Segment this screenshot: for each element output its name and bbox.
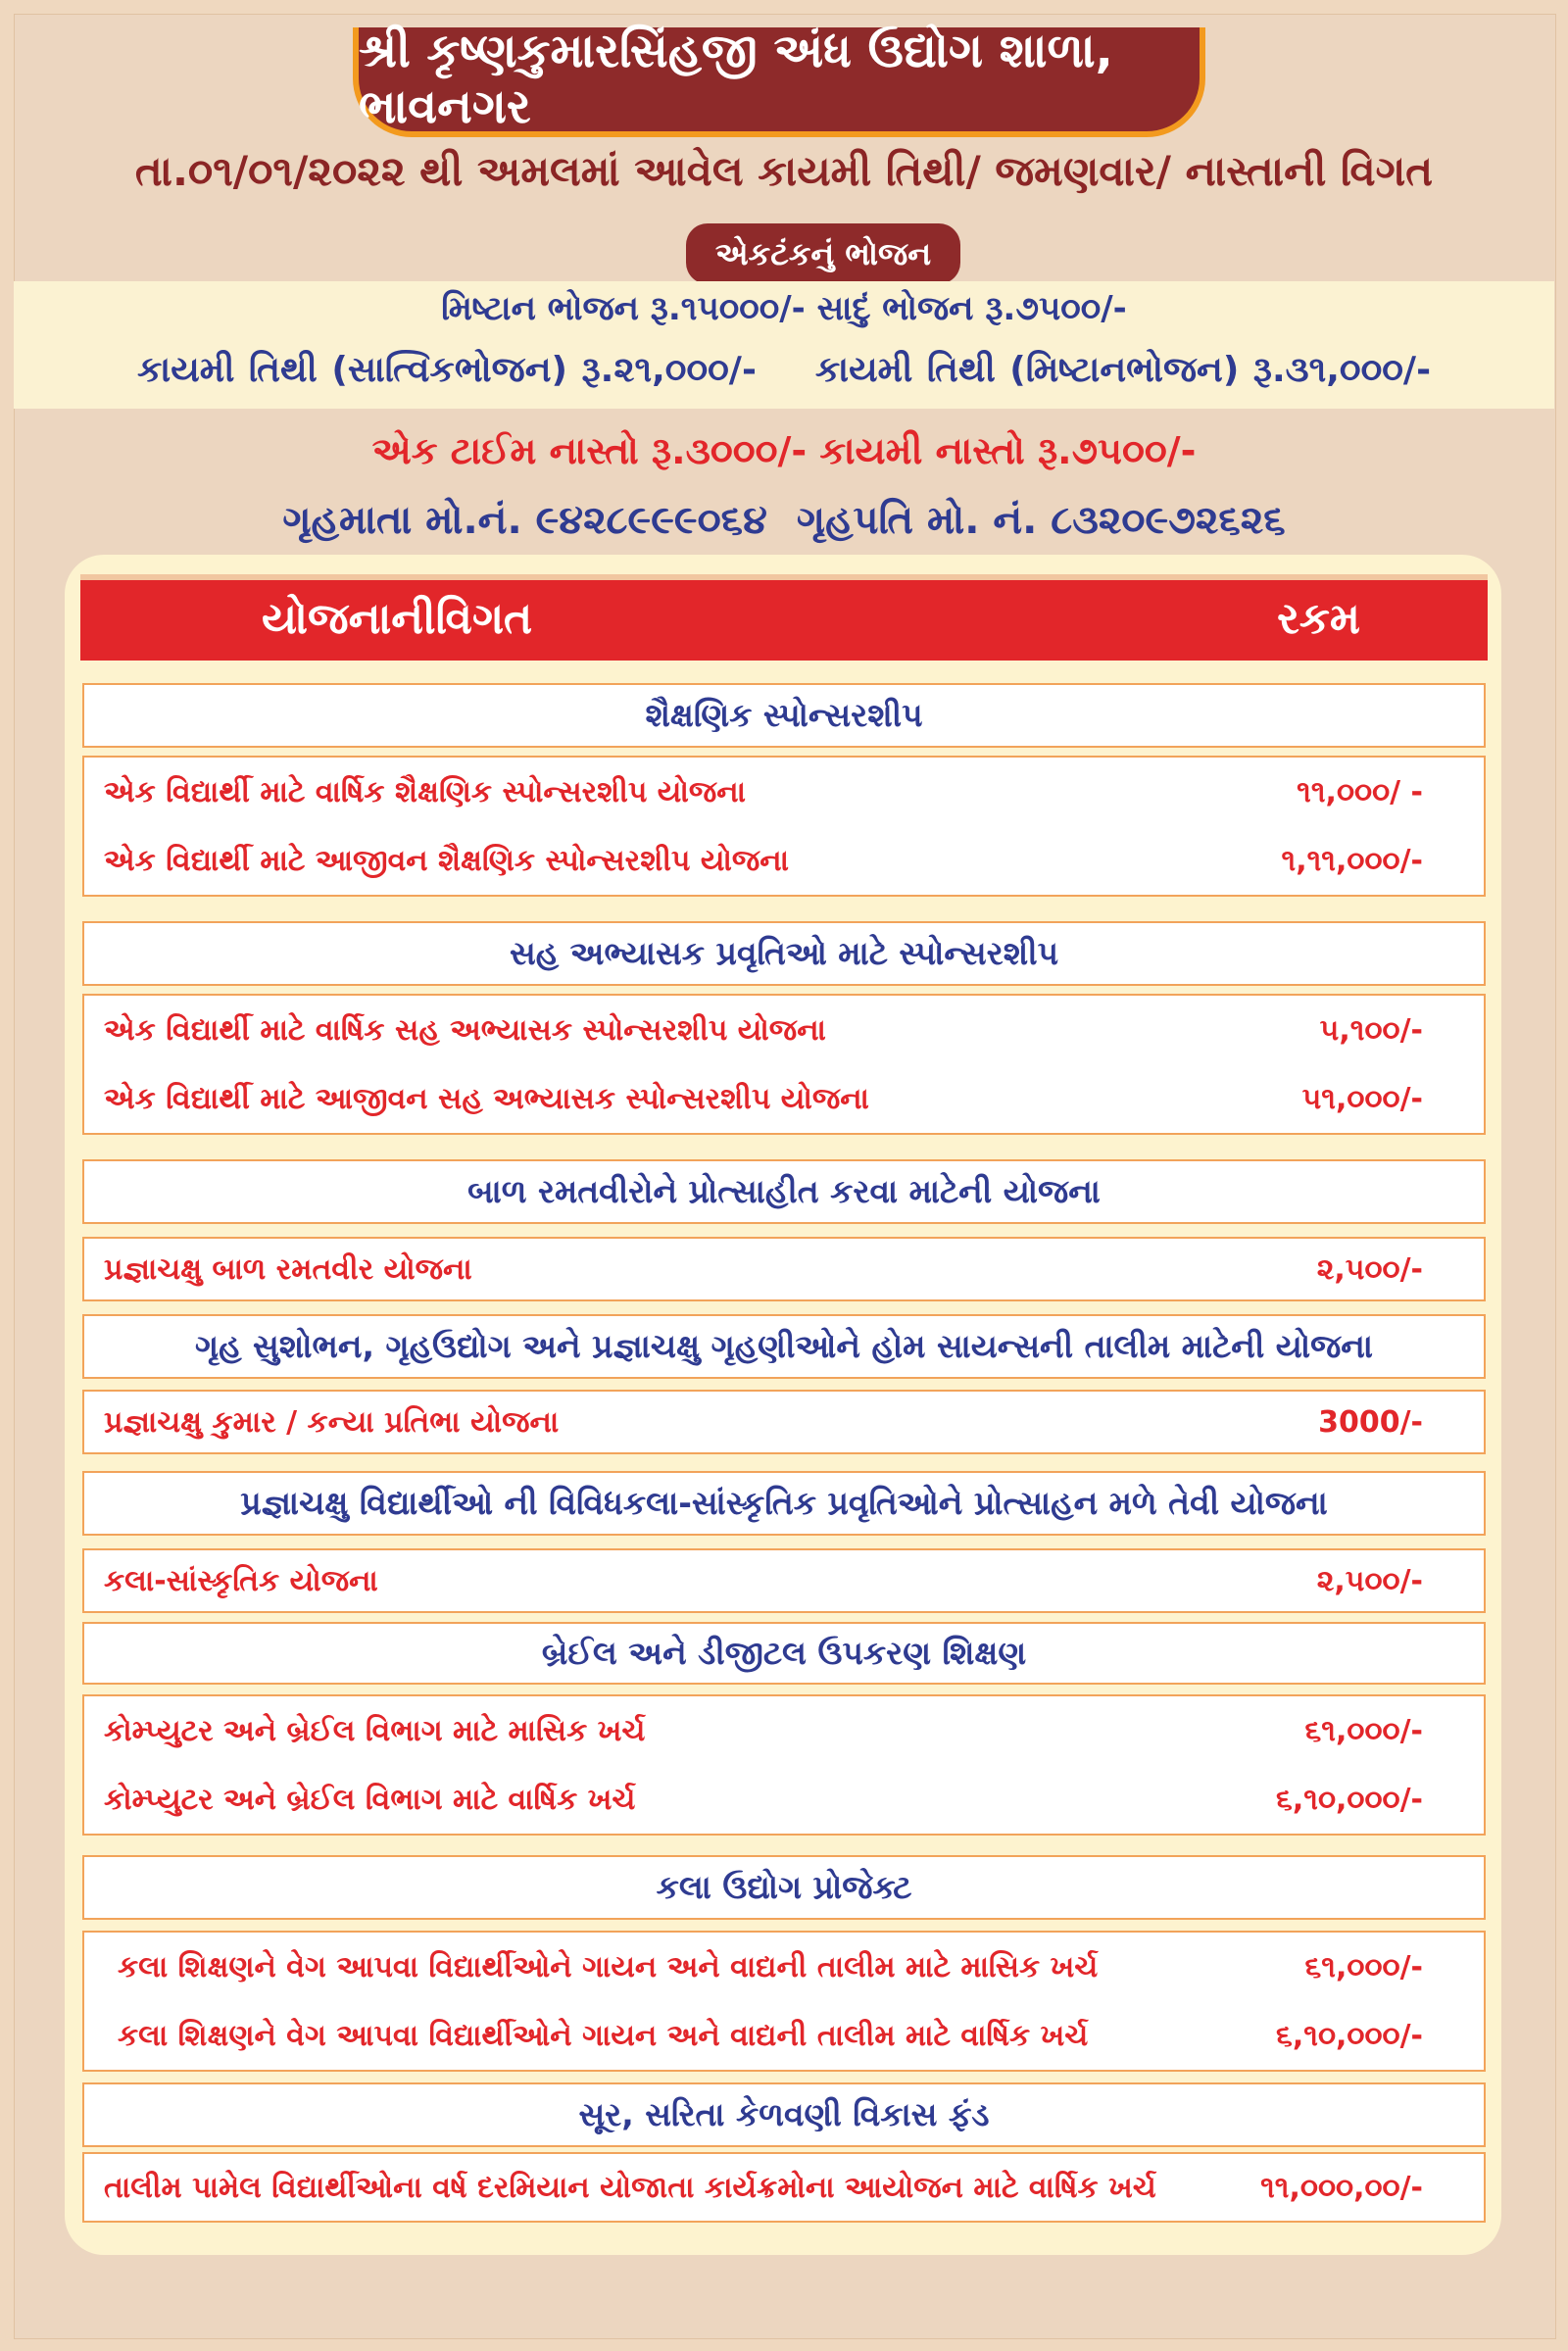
satvik-price: કાયમી તિથી (સાત્વિકભોજન) રૂ.૨૧,૦૦૦/- <box>136 350 757 390</box>
table-row <box>84 826 1484 895</box>
scheme-label: કલા શિક્ષણને વેગ આપવા વિદ્યાર્થીઓને ગાયન અને વાદ્યની તાલીમ માટે વાર્ષિક ખર્ચ <box>118 2018 1089 2053</box>
scheme-amount: 3000/- <box>1318 1404 1423 1440</box>
scheme-amount: ૫૧,૦૦૦/- <box>1301 1081 1423 1116</box>
section-rows <box>82 1694 1486 1836</box>
mishtan-price: કાયમી તિથી (મિષ્ટાનભોજન) રૂ.૩૧,૦૦૦/- <box>814 350 1432 390</box>
page-title: શ્રી કૃષ્ણકુમારસિંહજી અંધ ઉદ્યોગ શાળા, ભાવનગર <box>359 24 1113 134</box>
column-scheme: યોજનાનીવિગત <box>262 594 533 644</box>
table-row <box>84 996 1484 1064</box>
scheme-amount: ૫,૧૦૦/- <box>1319 1012 1423 1048</box>
section-title: શૈક્ષણિક સ્પોન્સરશીપ <box>82 683 1486 748</box>
scheme-label: તાલીમ પામેલ વિદ્યાર્થીઓના વર્ષ દરમિયાન યોજાતા કાર્યક્રમોના આયોજન માટે વાર્ષિક ખર્ચ <box>104 2170 1156 2205</box>
scheme-label: એક વિદ્યાર્થી માટે વાર્ષિક સહ અભ્યાસક સ્પોન્સરશીપ યોજના <box>104 1012 826 1048</box>
table-row <box>84 1064 1484 1133</box>
scheme-amount: ૬૧,૦૦૦/- <box>1304 1713 1423 1748</box>
scheme-label: એક વિદ્યાર્થી માટે વાર્ષિક શૈક્ષણિક સ્પોન્સરશીપ યોજના <box>104 774 746 809</box>
table-row <box>82 1237 1486 1301</box>
scheme-label: એક વિદ્યાર્થી માટે આજીવન સહ અભ્યાસક સ્પોન્સરશીપ યોજના <box>104 1081 869 1116</box>
table-row <box>84 1933 1484 2001</box>
scheme-label: એક વિદ્યાર્થી માટે આજીવન શૈક્ષણિક સ્પોન્સરશીપ યોજના <box>104 843 789 878</box>
section-title: બ્રેઈલ અને ડીજીટલ ઉપકરણ શિક્ષણ <box>82 1622 1486 1685</box>
table-row <box>82 1390 1486 1454</box>
house-father-contact: ગૃહપતિ મો. નં. ૮૩૨૦૯૭૨૬૨૬ <box>796 498 1286 543</box>
scheme-amount: ૬,૧૦,૦૦૦/- <box>1276 2018 1423 2053</box>
section-title: સૂર, સરિતા કેળવણી વિકાસ ફંડ <box>82 2082 1486 2147</box>
scheme-amount: ૧,૧૧,૦૦૦/- <box>1281 843 1423 878</box>
page-subtitle: તા.૦૧/૦૧/૨૦૨૨ થી અમલમાં આવેલ કાયમી તિથી/ જમણવાર/ નાસ્તાની વિગત <box>134 147 1434 195</box>
scheme-label: કલા-સાંસ્કૃતિક યોજના <box>104 1563 378 1598</box>
table-row <box>84 758 1484 826</box>
scheme-amount: ૨,૫૦૦/- <box>1316 1563 1423 1598</box>
section-rows <box>82 1931 1486 2072</box>
table-row <box>84 2001 1484 2070</box>
house-mother-contact: ગૃહમાતા મો.નં. ૯૪૨૮૯૯૯૦૬૪ <box>282 498 767 543</box>
table-row <box>84 1765 1484 1834</box>
scheme-amount: ૬,૧૦,૦૦૦/- <box>1276 1782 1423 1817</box>
table-row <box>82 2152 1486 2223</box>
table-header <box>80 574 1488 661</box>
meal-prices: મિષ્ટાન ભોજન રૂ.૧૫૦૦૦/- સાદું ભોજન રૂ.૭૫૦૦/- <box>441 289 1127 328</box>
section-title: બાળ રમતવીરોને પ્રોત્સાહીત કરવા માટેની યોજના <box>82 1159 1486 1224</box>
section-rows <box>82 756 1486 897</box>
permanent-tithi-prices <box>0 350 1568 391</box>
section-title: પ્રજ્ઞાચક્ષુ વિદ્યાર્થીઓ ની વિવિધકલા-સાંસ્કૃતિક પ્રવૃતિઓને પ્રોત્સાહન મળે તેવી યોજના <box>82 1471 1486 1536</box>
scheme-label: પ્રજ્ઞાચક્ષુ કુમાર / કન્યા પ્રતિભા યોજના <box>104 1404 560 1440</box>
scheme-amount: ૧૧,૦૦૦/ - <box>1297 774 1423 809</box>
title-banner <box>353 24 1205 137</box>
section-rows <box>82 994 1486 1135</box>
scheme-amount: ૧૧,૦૦૦,૦૦/- <box>1260 2170 1423 2205</box>
contact-numbers <box>0 498 1568 543</box>
scheme-label: કોમ્પ્યુટર અને બ્રેઈલ વિભાગ માટે વાર્ષિક ખર્ચ <box>104 1782 636 1817</box>
scheme-label: કોમ્પ્યુટર અને બ્રેઈલ વિભાગ માટે માસિક ખર્ચ <box>104 1713 646 1748</box>
scheme-label: પ્રજ્ઞાચક્ષુ બાળ રમતવીર યોજના <box>104 1251 472 1287</box>
column-amount: રકમ <box>1277 594 1360 644</box>
section-title: કલા ઉદ્યોગ પ્રોજેક્ટ <box>82 1855 1486 1920</box>
table-row <box>84 1696 1484 1765</box>
section-title: ગૃહ સુશોભન, ગૃહઉદ્યોગ અને પ્રજ્ઞાચક્ષુ ગૃહણીઓને હોમ સાયન્સની તાલીમ માટેની યોજના <box>82 1314 1486 1379</box>
scheme-amount: ૨,૫૦૦/- <box>1316 1251 1423 1287</box>
section-title: સહ અભ્યાસક પ્રવૃતિઓ માટે સ્પોન્સરશીપ <box>82 921 1486 986</box>
scheme-label: કલા શિક્ષણને વેગ આપવા વિદ્યાર્થીઓને ગાયન અને વાદ્યની તાલીમ માટે માસિક ખર્ચ <box>118 1949 1099 1984</box>
meal-section-pill: એકટંકનું ભોજન <box>686 223 960 284</box>
table-row <box>82 1548 1486 1613</box>
scheme-amount: ૬૧,૦૦૦/- <box>1304 1949 1423 1984</box>
snack-prices: એક ટાઈમ નાસ્તો રૂ.૩૦૦૦/- કાયમી નાસ્તો રૂ.૭૫૦૦/- <box>371 429 1197 472</box>
